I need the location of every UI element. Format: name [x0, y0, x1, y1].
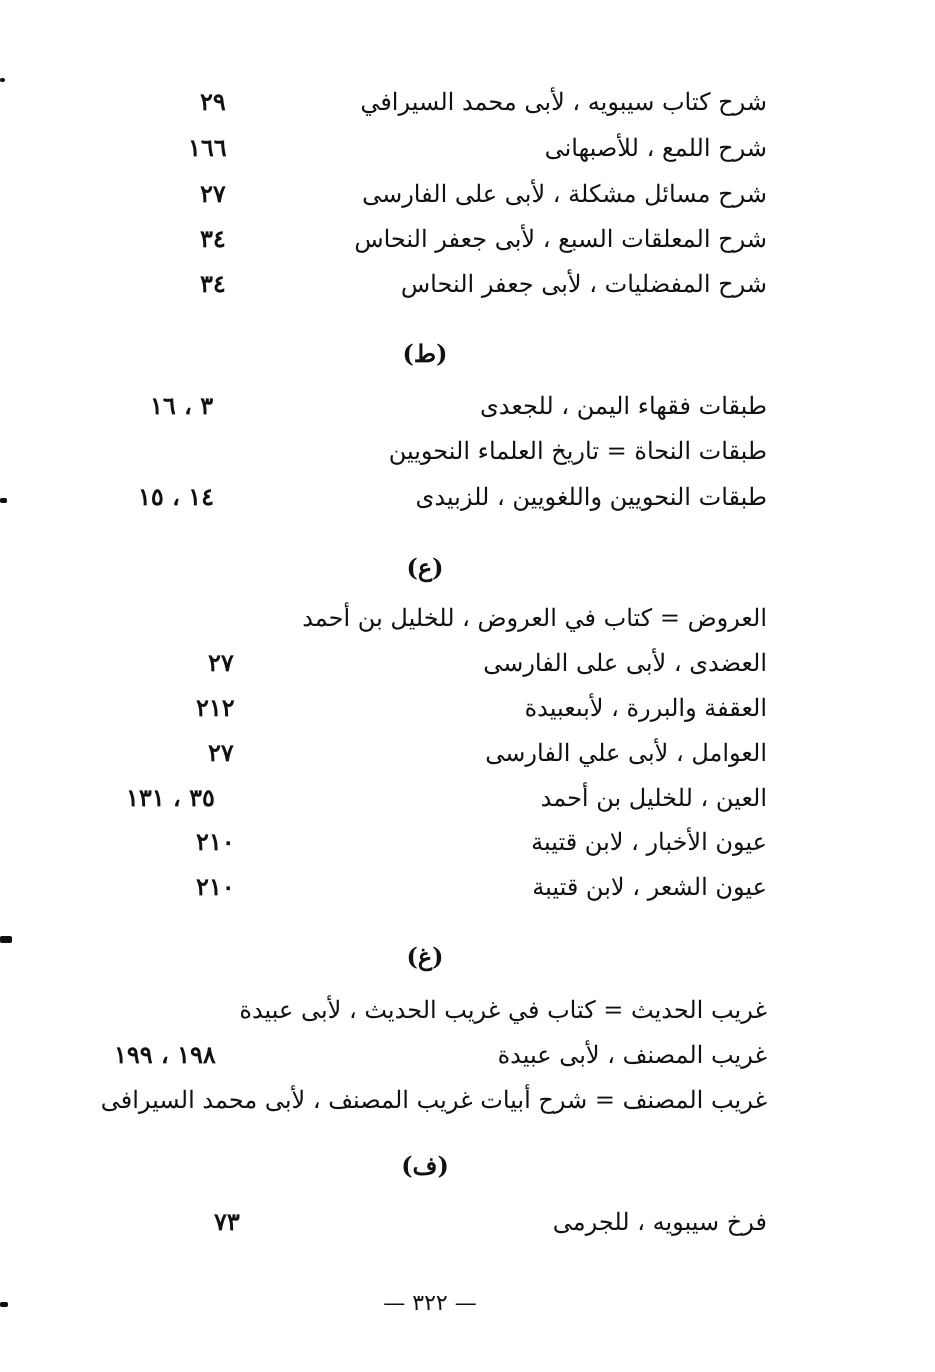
- index-entry: [0, 431, 935, 475]
- entry-pages: ٢٧: [208, 648, 234, 677]
- entry-pages: ٣٤: [200, 224, 226, 253]
- index-entry: [0, 643, 935, 687]
- scan-edge-mark: [0, 498, 7, 503]
- entry-pages: ٢١٠: [196, 827, 235, 856]
- entry-title: شرح المفضليات ، لأبى جعفر النحاس: [400, 270, 767, 298]
- index-entry: [0, 128, 935, 172]
- entry-title: غريب المصنف ، لأبى عبيدة: [497, 1041, 767, 1069]
- scan-edge-mark: [0, 936, 12, 943]
- index-entry: [0, 733, 935, 777]
- index-entry: [0, 174, 935, 218]
- scan-edge-mark: [0, 78, 5, 82]
- entry-title: غريب المصنف = شرح أبيات غريب المصنف ، لأبى محمد السيرافى: [100, 1086, 767, 1114]
- index-entry: [0, 219, 935, 263]
- entry-title: عيون الشعر ، لابن قتيبة: [532, 873, 767, 901]
- index-entry: [0, 867, 935, 911]
- index-entry: [0, 477, 935, 521]
- entry-pages: ٣٤: [200, 269, 226, 298]
- entry-pages: ٢١٢: [196, 693, 235, 722]
- index-entry: [0, 990, 935, 1034]
- page-number: — ٣٢٢ —: [383, 1291, 477, 1316]
- index-entry: [0, 264, 935, 308]
- entry-title: غريب الحديث = كتاب في غريب الحديث ، لأبى عبيدة: [239, 996, 767, 1024]
- entry-title: طبقات فقهاء اليمن ، للجعدى: [479, 392, 767, 420]
- entry-title: العضدى ، لأبى على الفارسى: [483, 649, 767, 677]
- entry-title: فرخ سيبويه ، للجرمى: [552, 1208, 767, 1236]
- index-entry: [0, 688, 935, 732]
- entry-title: طبقات النحويين واللغويين ، للزبيدى: [415, 483, 767, 511]
- entry-title: شرح كتاب سيبويه ، لأبى محمد السيرافي: [360, 88, 767, 116]
- entry-title: العين ، للخليل بن أحمد: [540, 784, 767, 812]
- index-entry: [0, 1035, 935, 1079]
- entry-title: العقفة والبررة ، لأبىعبيدة: [524, 694, 767, 722]
- entry-title: شرح مسائل مشكلة ، لأبى على الفارسى: [362, 180, 767, 208]
- entry-pages: ٢٩: [200, 87, 226, 116]
- entry-pages: ١٤ ، ١٥: [138, 482, 215, 511]
- entry-pages: ٧٣: [214, 1207, 240, 1236]
- index-entry: [0, 1080, 935, 1124]
- entry-pages: ٣ ، ١٦: [150, 391, 214, 420]
- section-letter-heading: (ف): [401, 1151, 449, 1180]
- entry-pages: ٣٥ ، ١٣١: [126, 783, 215, 812]
- entry-title: شرح اللمع ، للأصبهانى: [544, 134, 767, 162]
- scan-edge-mark: [0, 1302, 8, 1307]
- index-entry: [0, 778, 935, 822]
- index-entry: [0, 82, 935, 126]
- index-entry: [0, 598, 935, 642]
- entry-pages: ٢١٠: [196, 872, 235, 901]
- entry-title: العوامل ، لأبى علي الفارسى: [485, 739, 767, 767]
- entry-pages: ٢٧: [208, 738, 234, 767]
- entry-pages: ١٩٨ ، ١٩٩: [114, 1040, 216, 1069]
- index-entry: [0, 386, 935, 430]
- index-entry: [0, 822, 935, 866]
- entry-title: طبقات النحاة = تاريخ العلماء النحويين: [388, 437, 767, 465]
- section-letter-heading: (ع): [406, 553, 444, 582]
- section-letter-heading: (ط): [402, 339, 448, 368]
- entry-pages: ٢٧: [200, 179, 226, 208]
- entry-pages: ١٦٦: [188, 133, 227, 162]
- section-letter-heading: (غ): [406, 942, 444, 971]
- entry-title: عيون الأخبار ، لابن قتيبة: [531, 828, 767, 856]
- entry-title: شرح المعلقات السبع ، لأبى جعفر النحاس: [354, 225, 767, 253]
- entry-title: العروض = كتاب في العروض ، للخليل بن أحمد: [302, 604, 767, 632]
- index-entry: [0, 1202, 935, 1246]
